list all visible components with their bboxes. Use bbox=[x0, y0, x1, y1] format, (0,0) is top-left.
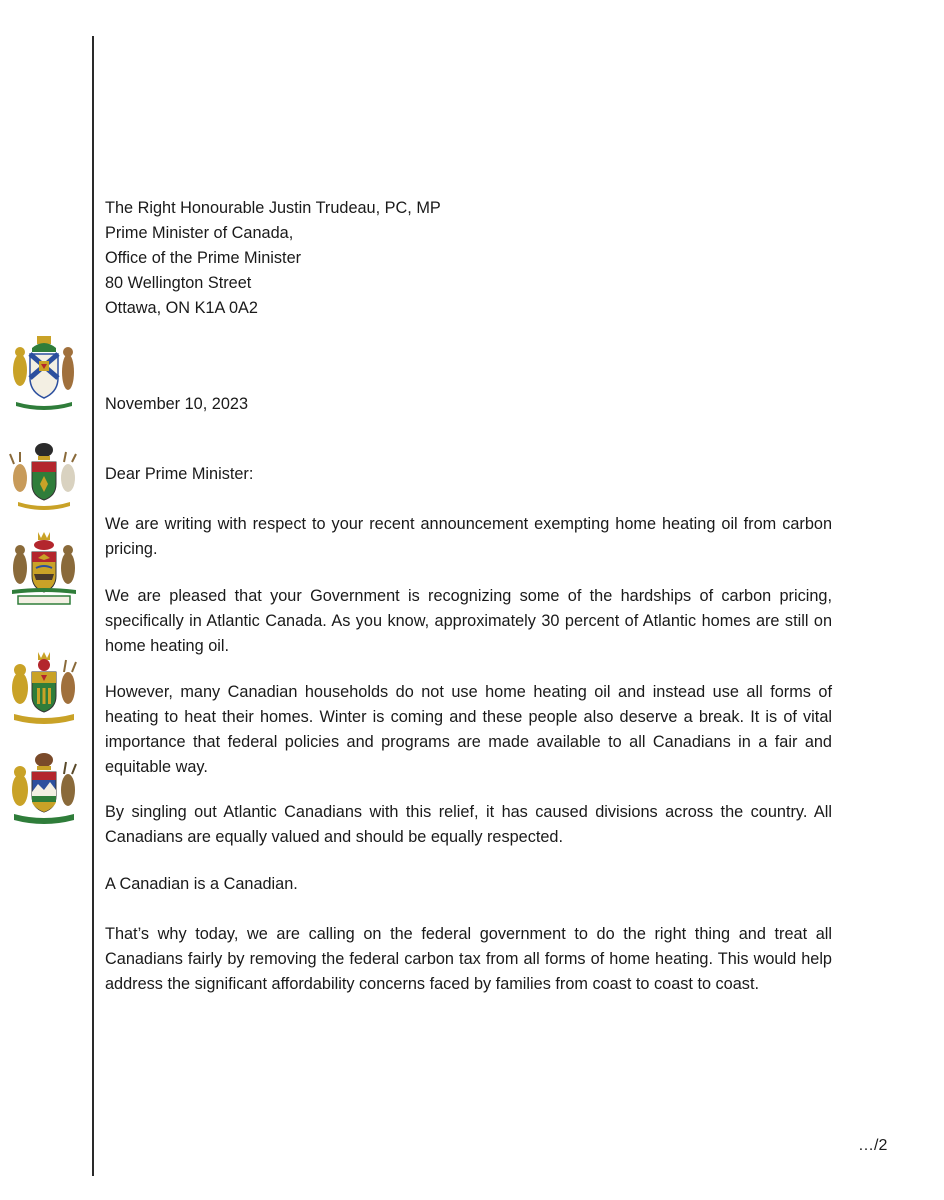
body-paragraph: However, many Canadian households do not use home heating oil and instead use all forms of heating to heat their homes. Winter is coming and these people also deserve a break. It is of vital importance that federal policies and programs are made available to all Canadians in a fair and equitable way. bbox=[105, 683, 832, 776]
recipient-office: Office of the Prime Minister bbox=[105, 249, 302, 267]
body-paragraph: By singling out Atlantic Canadians with this relief, it has caused divisions across the country. All Canadians are equally valued and should be equally respected. bbox=[105, 803, 832, 846]
recipient-address-block bbox=[105, 196, 835, 321]
page-continuation-marker: …/2 bbox=[858, 1137, 888, 1154]
letter-date: November 10, 2023 bbox=[105, 395, 249, 413]
new-brunswick-coat-of-arms-icon bbox=[8, 530, 80, 610]
provincial-crests-column bbox=[0, 0, 90, 1200]
saskatchewan-coat-of-arms-icon bbox=[8, 650, 80, 730]
recipient-name: The Right Honourable Justin Trudeau, PC, MP bbox=[105, 199, 441, 217]
recipient-city: Ottawa, ON K1A 0A2 bbox=[105, 299, 258, 317]
recipient-street: 80 Wellington Street bbox=[105, 274, 252, 292]
body-paragraph: A Canadian is a Canadian. bbox=[105, 875, 298, 893]
recipient-title: Prime Minister of Canada, bbox=[105, 224, 294, 242]
salutation: Dear Prime Minister: bbox=[105, 465, 254, 483]
body-paragraph: We are writing with respect to your recent announcement exempting home heating oil from carbon pricing. bbox=[105, 515, 832, 558]
body-paragraph: That’s why today, we are calling on the federal government to do the right thing and treat all Canadians fairly by removing the federal carbon tax from all forms of home heating. This would help address the significant affordability concerns faced by families from coast to coast to coast. bbox=[105, 925, 832, 993]
left-margin-rule bbox=[92, 36, 94, 1176]
ontario-coat-of-arms-icon bbox=[8, 440, 80, 520]
nova-scotia-coat-of-arms-icon bbox=[8, 334, 80, 414]
body-paragraph: We are pleased that your Government is recognizing some of the hardships of carbon pricing, specifically in Atlantic Canada. As you know, approximately 30 percent of Atlantic homes are still on home heating oil. bbox=[105, 587, 832, 655]
alberta-coat-of-arms-icon bbox=[8, 750, 80, 830]
